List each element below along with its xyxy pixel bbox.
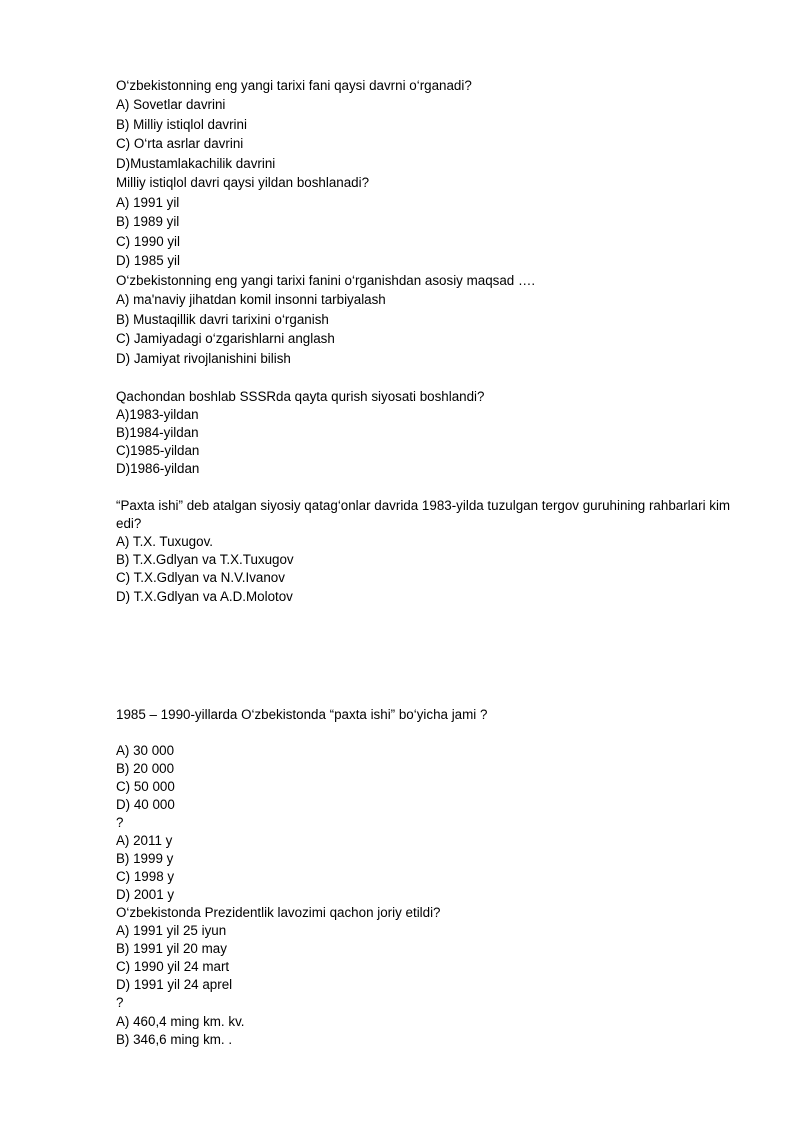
- q8-option-a: A) 1991 yil 25 iyun: [116, 923, 227, 938]
- q9-option-b: B) 346,6 ming km. .: [116, 1032, 233, 1047]
- q2-option-c: C) 1990 yil: [116, 234, 181, 249]
- q6-option-d: D) 40 000: [116, 797, 175, 812]
- q3-option-b: B) Mustaqillik davri tarixini o‘rganish: [116, 312, 329, 327]
- q5-option-c: C) T.X.Gdlyan va N.V.Ivanov: [116, 570, 285, 585]
- q2-option-b: B) 1989 yil: [116, 214, 180, 229]
- q4-option-d: D)1986-yildan: [116, 461, 200, 476]
- q6-option-c: C) 50 000: [116, 779, 175, 794]
- question-4: Qachondan boshlab SSSRda qayta qurish siyosati boshlandi?: [116, 389, 485, 404]
- q6-option-b: B) 20 000: [116, 761, 175, 776]
- question-8: O‘zbekistonda Prezidentlik lavozimi qachon joriy etildi?: [116, 905, 441, 920]
- question-9: ?: [116, 995, 124, 1010]
- q3-option-c: C) Jamiyadagi o‘zgarishlarni anglash: [116, 331, 335, 346]
- q1-option-d: D)Mustamlakachilik davrini: [116, 156, 276, 171]
- q3-option-a: A) ma'naviy jihatdan komil insonni tarbiyalash: [116, 292, 386, 307]
- question-2: Milliy istiqlol davri qaysi yildan boshlanadi?: [116, 175, 370, 190]
- q5-option-a: A) T.X. Tuxugov.: [116, 534, 214, 549]
- question-6: 1985 – 1990-yillarda O‘zbekistonda “paxta ishi” bo‘yicha jami ?: [116, 707, 488, 722]
- q5-option-b: B) T.X.Gdlyan va T.X.Tuxugov: [116, 552, 294, 567]
- question-3: O‘zbekistonning eng yangi tarixi fanini o‘rganishdan asosiy maqsad ….: [116, 273, 536, 288]
- q4-option-b: B)1984-yildan: [116, 425, 199, 440]
- question-1: O‘zbekistonning eng yangi tarixi fani qaysi davrni o‘rganadi?: [116, 78, 472, 93]
- q7-option-d: D) 2001 y: [116, 887, 175, 902]
- q7-option-b: B) 1999 y: [116, 851, 174, 866]
- q5-option-d: D) T.X.Gdlyan va A.D.Molotov: [116, 589, 293, 604]
- q4-option-a: A)1983-yildan: [116, 407, 199, 422]
- q7-option-c: C) 1998 y: [116, 869, 175, 884]
- q7-option-a: A) 2011 y: [116, 833, 173, 848]
- q1-option-c: C) O‘rta asrlar davrini: [116, 136, 244, 151]
- q8-option-d: D) 1991 yil 24 aprel: [116, 977, 233, 992]
- question-5: “Paxta ishi” deb atalgan siyosiy qatag‘onlar davrida 1983-yilda tuzulgan tergov guruhining rahbarlari kim edi?: [116, 498, 731, 531]
- q9-option-a: A) 460,4 ming km. kv.: [116, 1014, 245, 1029]
- q6-option-a: A) 30 000: [116, 743, 175, 758]
- q4-option-c: C)1985-yildan: [116, 443, 200, 458]
- q2-option-d: D) 1985 yil: [116, 253, 181, 268]
- q8-option-c: C) 1990 yil 24 mart: [116, 959, 230, 974]
- q3-option-d: D) Jamiyat rivojlanishini bilish: [116, 351, 291, 366]
- question-7: ?: [116, 815, 124, 830]
- q2-option-a: A) 1991 yil: [116, 195, 180, 210]
- q1-option-a: A) Sovetlar davrini: [116, 97, 226, 112]
- q8-option-b: B) 1991 yil 20 may: [116, 941, 227, 956]
- q1-option-b: B) Milliy istiqlol davrini: [116, 117, 247, 132]
